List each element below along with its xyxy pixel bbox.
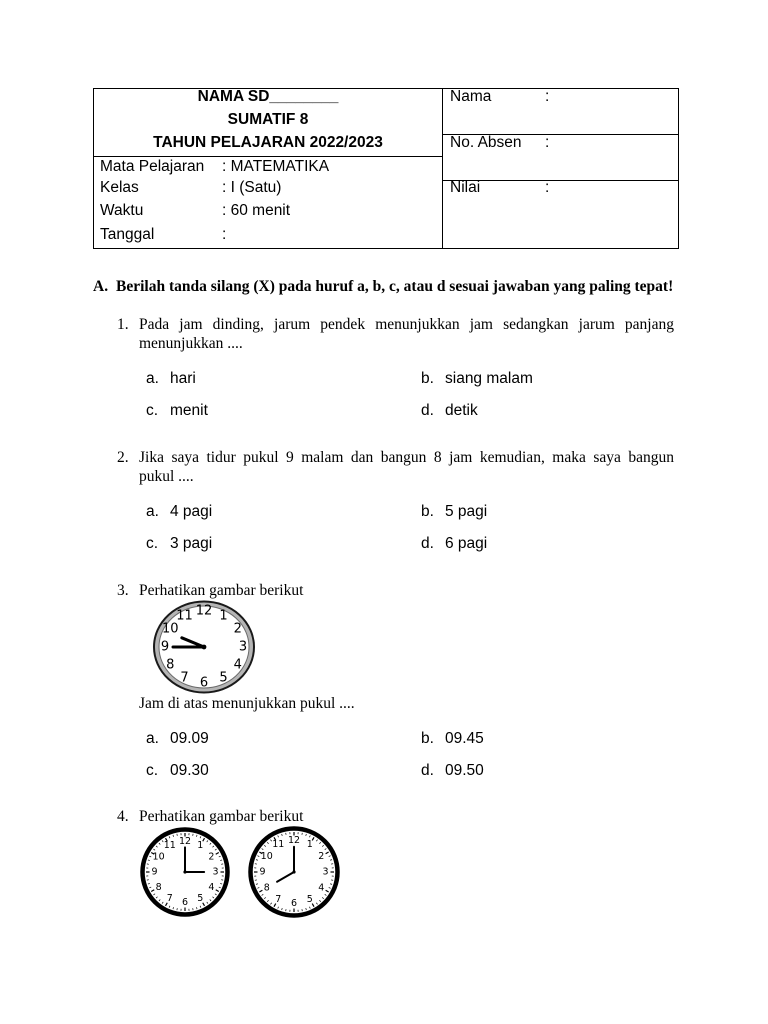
clock-numeral: 3 bbox=[212, 866, 219, 878]
exam-title: SUMATIF 8 bbox=[227, 111, 309, 128]
clock-numeral: 12 bbox=[178, 836, 192, 847]
option-letter: d. bbox=[421, 762, 434, 779]
clock-numeral: 4 bbox=[208, 881, 215, 893]
grade-label: Kelas bbox=[100, 179, 139, 196]
clock-numeral: 8 bbox=[263, 882, 270, 894]
clock-numeral: 11 bbox=[272, 839, 285, 851]
clock-numeral: 6 bbox=[199, 675, 209, 691]
duration-label: Waktu bbox=[100, 202, 144, 219]
header-table bbox=[93, 88, 679, 249]
section-instruction: Berilah tanda silang (X) pada huruf a, b, c, atau d sesuai jawaban yang paling tepat! bbox=[116, 278, 674, 295]
clock-numeral: 5 bbox=[306, 893, 313, 905]
option-text: 6 pagi bbox=[445, 535, 488, 552]
option-text: 09.50 bbox=[445, 762, 484, 779]
clock-numeral: 4 bbox=[318, 882, 325, 894]
option-text: 4 pagi bbox=[170, 503, 213, 520]
clock-numeral: 9 bbox=[160, 639, 170, 655]
header-column-divider bbox=[442, 89, 443, 248]
score-value: : bbox=[545, 179, 550, 196]
clock-center-pin bbox=[292, 870, 295, 873]
question-caption: Jam di atas menunjukkan pukul .... bbox=[139, 695, 355, 712]
question-number: 3. bbox=[117, 582, 129, 599]
subject-label: Mata Pelajaran bbox=[100, 158, 205, 175]
analog-clock-image bbox=[247, 826, 341, 918]
clock-numeral: 2 bbox=[318, 850, 325, 862]
option-letter: b. bbox=[421, 503, 434, 520]
option-text: 09.09 bbox=[170, 730, 209, 747]
clock-numeral: 1 bbox=[197, 840, 204, 852]
student-name-label: Nama bbox=[450, 88, 492, 105]
clock-numeral: 2 bbox=[233, 621, 242, 637]
clock-numeral: 1 bbox=[306, 839, 313, 851]
clock-center-pin bbox=[183, 870, 186, 873]
date-label: Tanggal bbox=[100, 226, 155, 243]
clock-numeral: 6 bbox=[290, 898, 298, 909]
option-text: 5 pagi bbox=[445, 503, 488, 520]
question-text-line: Perhatikan gambar berikut bbox=[139, 808, 304, 825]
clock-numeral: 3 bbox=[322, 866, 329, 878]
clock-numeral: 1 bbox=[219, 608, 228, 624]
section-letter: A. bbox=[93, 278, 109, 295]
absence-number-label: No. Absen bbox=[450, 134, 522, 151]
question-text-line: Perhatikan gambar berikut bbox=[139, 582, 304, 599]
absence-number-value: : bbox=[545, 134, 550, 151]
clock-numeral: 12 bbox=[287, 835, 301, 846]
option-letter: b. bbox=[421, 730, 434, 747]
question-text-line: menunjukkan .... bbox=[139, 335, 243, 352]
clock-numeral: 9 bbox=[151, 866, 158, 878]
student-name-value: : bbox=[545, 88, 550, 105]
question-text-line: Pada jam dinding, jarum pendek menunjukkan jam sedangkan jarum panjang bbox=[139, 316, 674, 333]
question-number: 1. bbox=[117, 316, 129, 333]
duration-value: : 60 menit bbox=[222, 202, 291, 219]
question-number: 2. bbox=[117, 449, 129, 466]
option-text: hari bbox=[170, 370, 196, 387]
clock-numeral: 3 bbox=[238, 639, 248, 655]
option-letter: a. bbox=[146, 503, 159, 520]
analog-clock-image bbox=[140, 600, 268, 694]
analog-clock-image bbox=[139, 827, 231, 917]
score-label: Nilai bbox=[450, 179, 481, 196]
header-title-divider bbox=[94, 156, 442, 157]
school-name-title: NAMA SD________ bbox=[197, 88, 339, 105]
clock-numeral: 7 bbox=[180, 670, 189, 686]
option-letter: c. bbox=[146, 535, 159, 552]
option-text: siang malam bbox=[445, 370, 533, 387]
clock-numeral: 7 bbox=[275, 893, 282, 905]
clock-numeral: 5 bbox=[219, 670, 228, 686]
clock-numeral: 6 bbox=[181, 897, 189, 908]
clock-numeral: 2 bbox=[208, 851, 215, 863]
clock-numeral: 10 bbox=[260, 850, 273, 862]
date-value: : bbox=[222, 226, 227, 243]
option-letter: d. bbox=[421, 402, 434, 419]
clock-numeral: 11 bbox=[163, 840, 176, 852]
academic-year-title: TAHUN PELAJARAN 2022/2023 bbox=[153, 134, 383, 151]
option-letter: c. bbox=[146, 762, 159, 779]
clock-numeral: 9 bbox=[259, 866, 266, 878]
clock-numeral: 12 bbox=[195, 603, 213, 619]
option-text: 09.45 bbox=[445, 730, 484, 747]
option-text: menit bbox=[170, 402, 208, 419]
grade-value: : I (Satu) bbox=[222, 179, 282, 196]
clock-numeral: 11 bbox=[176, 608, 193, 624]
option-text: 3 pagi bbox=[170, 535, 213, 552]
question-number: 4. bbox=[117, 808, 129, 825]
clock-numeral: 8 bbox=[166, 657, 175, 673]
option-letter: b. bbox=[421, 370, 434, 387]
option-letter: a. bbox=[146, 730, 159, 747]
question-text-line: pukul .... bbox=[139, 468, 194, 485]
option-letter: a. bbox=[146, 370, 159, 387]
option-letter: d. bbox=[421, 535, 434, 552]
question-text-line: Jika saya tidur pukul 9 malam dan bangun 8 jam kemudian, maka saya bangun bbox=[139, 449, 674, 466]
clock-numeral: 4 bbox=[233, 657, 242, 673]
clock-numeral: 10 bbox=[161, 621, 179, 637]
clock-center-pin bbox=[202, 645, 207, 650]
clock-numeral: 8 bbox=[155, 881, 162, 893]
option-text: 09.30 bbox=[170, 762, 209, 779]
clock-numeral: 7 bbox=[166, 892, 173, 904]
clock-numeral: 10 bbox=[152, 851, 165, 863]
option-letter: c. bbox=[146, 402, 159, 419]
subject-value: : MATEMATIKA bbox=[222, 158, 330, 175]
clock-numeral: 5 bbox=[197, 892, 204, 904]
option-text: detik bbox=[445, 402, 478, 419]
